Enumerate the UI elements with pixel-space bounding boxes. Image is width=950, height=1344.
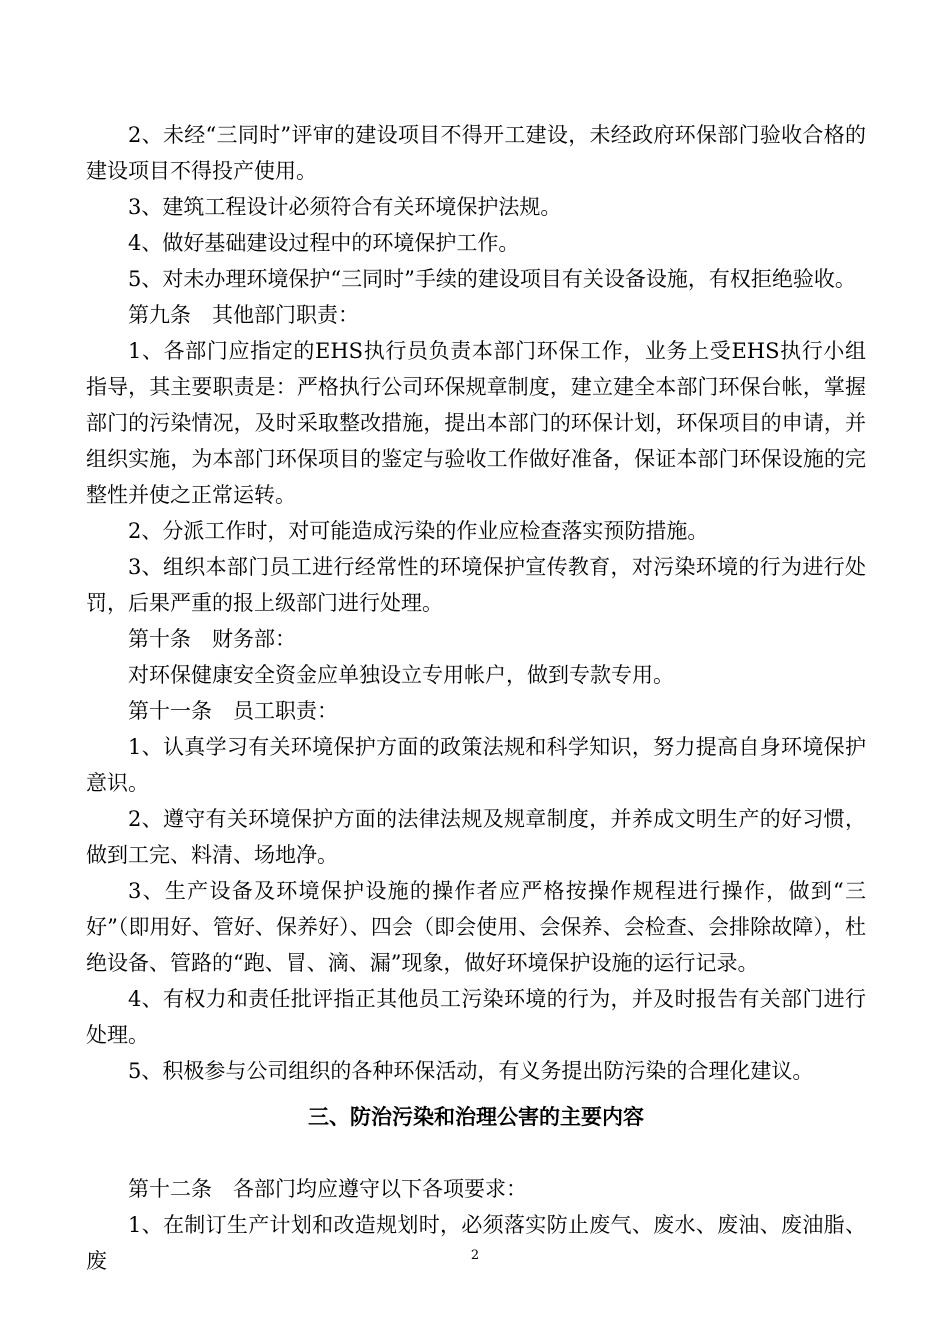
article-heading: 第十二条 各部门均应遵守以下各项要求： (128, 1177, 527, 1201)
paragraph: 1、各部门应指定的EHS执行员负责本部门环保工作，业务上受EHS执行小组指导，其主要职责是：严格执行公司环保规章制度，建立建全本部门环保台帐，掌握部门的污染情况，及时采取整改措施，提出本部门的环保计划，环保项目的申请，并组织实施，为本部门环保项目的鉴定与验收工作做好准备，保证本部门环保设施的完整性并使之正常运转。 (86, 339, 866, 507)
paragraph: 5、积极参与公司组织的各种环保活动，有义务提出防污染的合理化建议。 (128, 1059, 814, 1083)
paragraph: 3、生产设备及环境保护设施的操作者应严格按操作规程进行操作，做到“三好”（即用好、管好、保养好）、四会（即会使用、会保养、会检查、会排除故障），杜绝设备、管路的“跑、冒、滴、漏”现象，做好环境保护设施的运行记录。 (86, 879, 866, 975)
paragraph: 对环保健康安全资金应单独设立专用帐户，做到专款专用。 (128, 663, 674, 687)
paragraph: 4、有权力和责任批评指正其他员工污染环境的行为，并及时报告有关部门进行处理。 (86, 987, 866, 1047)
document-body (86, 117, 866, 1279)
paragraph: 2、遵守有关环境保护方面的法律法规及规章制度，并养成文明生产的好习惯，做到工完、料清、场地净。 (86, 807, 866, 867)
paragraph: 1、在制订生产计划和改造规划时，必须落实防止废气、废水、废油、废油脂、废 (86, 1213, 866, 1273)
paragraph: 5、对未办理环境保护“三同时”手续的建设项目有关设备设施，有权拒绝验收。 (128, 267, 856, 291)
paragraph: 3、建筑工程设计必须符合有关环境保护法规。 (128, 195, 562, 219)
paragraph: 2、未经“三同时”评审的建设项目不得开工建设，未经政府环保部门验收合格的建设项目不得投产使用。 (86, 123, 866, 183)
paragraph: 2、分派工作时，对可能造成污染的作业应检查落实预防措施。 (128, 519, 709, 543)
article-heading: 第十条 财务部： (128, 627, 296, 651)
page-number: 2 (470, 1248, 480, 1263)
article-heading: 第九条 其他部门职责： (128, 303, 359, 327)
section-heading: 三、防治污染和治理公害的主要内容 (308, 1104, 644, 1129)
article-heading: 第十一条 员工职责： (128, 699, 338, 723)
paragraph: 1、认真学习有关环境保护方面的政策法规和科学知识，努力提高自身环境保护意识。 (86, 735, 866, 795)
paragraph: 3、组织本部门员工进行经常性的环境保护宣传教育，对污染环境的行为进行处罚，后果严重的报上级部门进行处理。 (86, 555, 866, 615)
paragraph: 4、做好基础建设过程中的环境保护工作。 (128, 231, 520, 255)
